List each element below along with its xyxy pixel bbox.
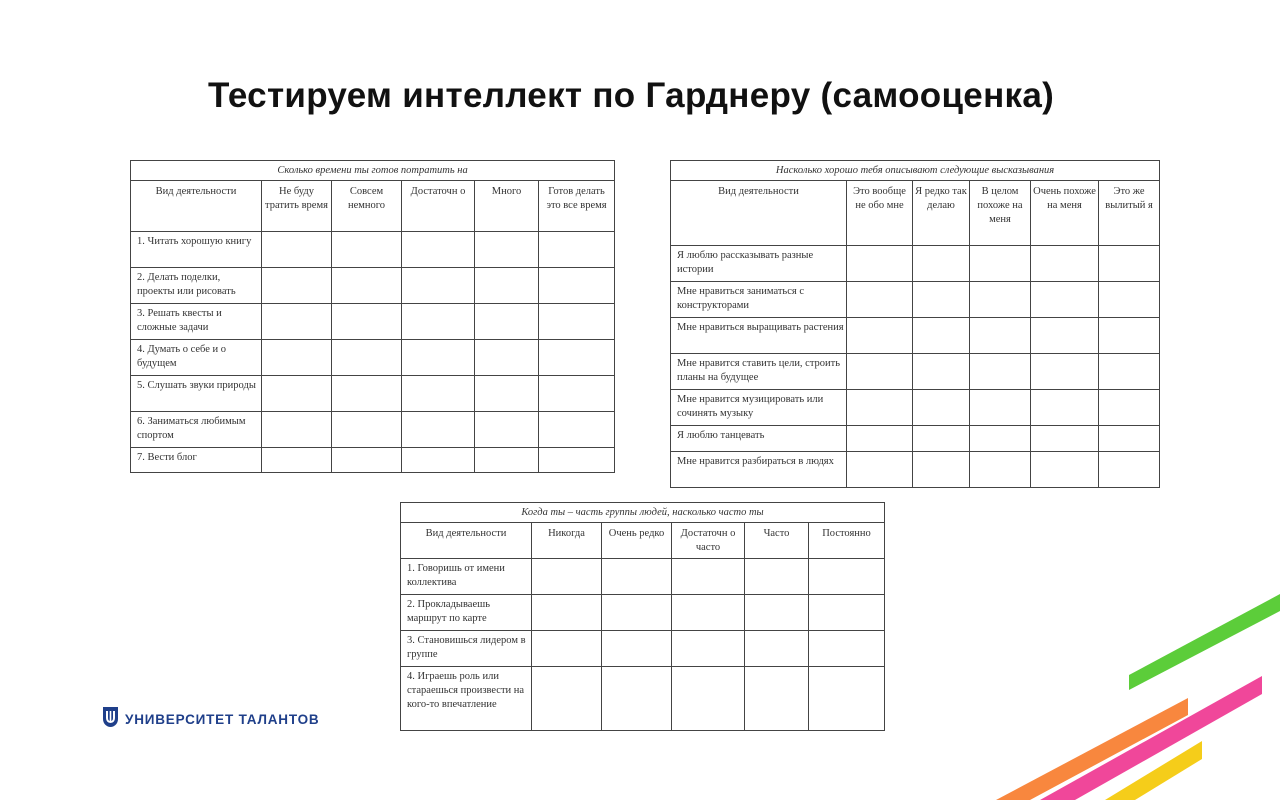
column-header: Не буду тратить время <box>262 181 332 232</box>
answer-cell[interactable] <box>970 318 1031 354</box>
statement-label: Мне нравится музицировать или сочинять музыку <box>671 390 847 426</box>
answer-cell[interactable] <box>402 232 475 268</box>
answer-cell[interactable] <box>847 318 913 354</box>
answer-cell[interactable] <box>1031 426 1099 452</box>
activity-label: 3. Становишься лидером в группе <box>401 631 532 667</box>
table-row <box>131 412 615 448</box>
activity-label: 2. Делать поделки, проекты или рисовать <box>131 268 262 304</box>
answer-cell[interactable] <box>262 268 332 304</box>
answer-cell[interactable] <box>539 304 615 340</box>
answer-cell[interactable] <box>847 452 913 488</box>
answer-cell[interactable] <box>332 232 402 268</box>
answer-cell[interactable] <box>1031 282 1099 318</box>
answer-cell[interactable] <box>847 390 913 426</box>
answer-cell[interactable] <box>475 268 539 304</box>
answer-cell[interactable] <box>1099 390 1160 426</box>
column-header: Совсем немного <box>332 181 402 232</box>
answer-cell[interactable] <box>970 426 1031 452</box>
answer-cell[interactable] <box>1099 246 1160 282</box>
statement-label: Мне нравиться заниматься с конструкторами <box>671 282 847 318</box>
column-header: Это вообще не обо мне <box>847 181 913 246</box>
answer-cell[interactable] <box>913 390 970 426</box>
column-header: Много <box>475 181 539 232</box>
column-header: Постоянно <box>809 523 885 559</box>
answer-cell[interactable] <box>539 340 615 376</box>
answer-cell[interactable] <box>332 412 402 448</box>
answer-cell[interactable] <box>402 376 475 412</box>
answer-cell[interactable] <box>809 631 885 667</box>
statement-label: Мне нравится разбираться в людях <box>671 452 847 488</box>
table-row <box>671 246 1160 282</box>
statement-label: Я люблю танцевать <box>671 426 847 452</box>
answer-cell[interactable] <box>809 559 885 595</box>
answer-cell[interactable] <box>539 412 615 448</box>
table-row <box>131 376 615 412</box>
answer-cell[interactable] <box>602 595 672 631</box>
answer-cell[interactable] <box>402 412 475 448</box>
column-header: Я редко так делаю <box>913 181 970 246</box>
answer-cell[interactable] <box>262 340 332 376</box>
answer-cell[interactable] <box>1099 452 1160 488</box>
group-behavior-table <box>400 502 885 731</box>
activity-label: 1. Читать хорошую книгу <box>131 232 262 268</box>
answer-cell[interactable] <box>809 667 885 731</box>
university-logo-icon <box>102 706 119 733</box>
answer-cell[interactable] <box>672 595 745 631</box>
column-header: Вид деятельности <box>131 181 262 232</box>
answer-cell[interactable] <box>602 667 672 731</box>
answer-cell[interactable] <box>1099 318 1160 354</box>
stripe-orange <box>996 698 1188 800</box>
page-title: Тестируем интеллект по Гарднеру (самооценка) <box>207 76 1055 115</box>
activity-label: 7. Вести блог <box>131 448 262 473</box>
answer-cell[interactable] <box>847 354 913 390</box>
answer-cell[interactable] <box>913 354 970 390</box>
answer-cell[interactable] <box>1031 390 1099 426</box>
table-caption: Насколько хорошо тебя описывают следующие высказывания <box>671 161 1160 181</box>
table-row <box>401 595 885 631</box>
table-row <box>131 232 615 268</box>
activity-label: 6. Заниматься любимым спортом <box>131 412 262 448</box>
time-survey-table <box>130 160 615 473</box>
answer-cell[interactable] <box>913 426 970 452</box>
table-caption: Сколько времени ты готов потратить на <box>131 161 615 181</box>
answer-cell[interactable] <box>332 448 402 473</box>
answer-cell[interactable] <box>332 304 402 340</box>
activity-label: 5. Слушать звуки природы <box>131 376 262 412</box>
answer-cell[interactable] <box>970 390 1031 426</box>
column-header: Никогда <box>532 523 602 559</box>
column-header: Достаточн о часто <box>672 523 745 559</box>
answer-cell[interactable] <box>970 452 1031 488</box>
answer-cell[interactable] <box>602 631 672 667</box>
answer-cell[interactable] <box>402 304 475 340</box>
activity-label: 3. Решать квесты и сложные задачи <box>131 304 262 340</box>
answer-cell[interactable] <box>970 354 1031 390</box>
university-logo <box>102 708 319 730</box>
activity-label: 4. Думать о себе и о будущем <box>131 340 262 376</box>
activity-label: 1. Говоришь от имени коллектива <box>401 559 532 595</box>
column-header: Вид деятельности <box>401 523 532 559</box>
column-header: Очень редко <box>602 523 672 559</box>
answer-cell[interactable] <box>745 559 809 595</box>
answer-cell[interactable] <box>475 412 539 448</box>
answer-cell[interactable] <box>332 376 402 412</box>
column-header: Это же вылитый я <box>1099 181 1160 246</box>
logo-text: УНИВЕРСИТЕТ ТАЛАНТОВ <box>125 711 320 727</box>
answer-cell[interactable] <box>532 595 602 631</box>
answer-cell[interactable] <box>475 232 539 268</box>
answer-cell[interactable] <box>1031 452 1099 488</box>
answer-cell[interactable] <box>847 426 913 452</box>
answer-cell[interactable] <box>262 448 332 473</box>
stripe-yellow <box>1105 741 1202 800</box>
table-row <box>401 667 885 731</box>
answer-cell[interactable] <box>1099 354 1160 390</box>
answer-cell[interactable] <box>262 376 332 412</box>
answer-cell[interactable] <box>532 559 602 595</box>
answer-cell[interactable] <box>402 268 475 304</box>
answer-cell[interactable] <box>332 268 402 304</box>
answer-cell[interactable] <box>602 559 672 595</box>
answer-cell[interactable] <box>539 232 615 268</box>
answer-cell[interactable] <box>745 631 809 667</box>
answer-cell[interactable] <box>475 304 539 340</box>
table-caption: Когда ты – часть группы людей, насколько часто ты <box>401 503 885 523</box>
answer-cell[interactable] <box>539 268 615 304</box>
column-header: Часто <box>745 523 809 559</box>
column-header: Очень похоже на меня <box>1031 181 1099 246</box>
answer-cell[interactable] <box>475 448 539 473</box>
answer-cell[interactable] <box>262 232 332 268</box>
column-header: Достаточн о <box>402 181 475 232</box>
answer-cell[interactable] <box>532 667 602 731</box>
answer-cell[interactable] <box>913 318 970 354</box>
answer-cell[interactable] <box>475 340 539 376</box>
answer-cell[interactable] <box>745 595 809 631</box>
answer-cell[interactable] <box>539 448 615 473</box>
statement-label: Мне нравиться выращивать растения <box>671 318 847 354</box>
table-row <box>671 318 1160 354</box>
answer-cell[interactable] <box>970 246 1031 282</box>
answer-cell[interactable] <box>1099 282 1160 318</box>
answer-cell[interactable] <box>402 340 475 376</box>
table-row <box>131 340 615 376</box>
answer-cell[interactable] <box>1031 246 1099 282</box>
statement-label: Я люблю рассказывать разные истории <box>671 246 847 282</box>
answer-cell[interactable] <box>1031 318 1099 354</box>
statement-label: Мне нравится ставить цели, строить планы на будущее <box>671 354 847 390</box>
answer-cell[interactable] <box>1099 426 1160 452</box>
table-row <box>401 559 885 595</box>
table-row <box>401 631 885 667</box>
answer-cell[interactable] <box>262 412 332 448</box>
answer-cell[interactable] <box>672 631 745 667</box>
column-header: Готов делать это все время <box>539 181 615 232</box>
answer-cell[interactable] <box>402 448 475 473</box>
answer-cell[interactable] <box>913 246 970 282</box>
answer-cell[interactable] <box>913 452 970 488</box>
answer-cell[interactable] <box>672 667 745 731</box>
table-row <box>671 282 1160 318</box>
answer-cell[interactable] <box>672 559 745 595</box>
answer-cell[interactable] <box>913 282 970 318</box>
activity-label: 2. Прокладываешь маршрут по карте <box>401 595 532 631</box>
answer-cell[interactable] <box>475 376 539 412</box>
column-header: В целом похоже на меня <box>970 181 1031 246</box>
answer-cell[interactable] <box>847 246 913 282</box>
answer-cell[interactable] <box>809 595 885 631</box>
activity-label: 4. Играешь роль или стараешься произвести на кого-то впечатление <box>401 667 532 731</box>
answer-cell[interactable] <box>332 340 402 376</box>
table-row <box>131 448 615 473</box>
table-row <box>131 268 615 304</box>
table-row <box>671 426 1160 452</box>
answer-cell[interactable] <box>532 631 602 667</box>
table-row <box>131 304 615 340</box>
answer-cell[interactable] <box>847 282 913 318</box>
answer-cell[interactable] <box>1031 354 1099 390</box>
self-description-table <box>670 160 1160 488</box>
answer-cell[interactable] <box>970 282 1031 318</box>
answer-cell[interactable] <box>262 304 332 340</box>
answer-cell[interactable] <box>745 667 809 731</box>
answer-cell[interactable] <box>539 376 615 412</box>
column-header: Вид деятельности <box>671 181 847 246</box>
stripe-green <box>1129 594 1280 690</box>
table-row <box>671 354 1160 390</box>
table-row <box>671 390 1160 426</box>
table-row <box>671 452 1160 488</box>
stripe-pink <box>1040 676 1262 800</box>
